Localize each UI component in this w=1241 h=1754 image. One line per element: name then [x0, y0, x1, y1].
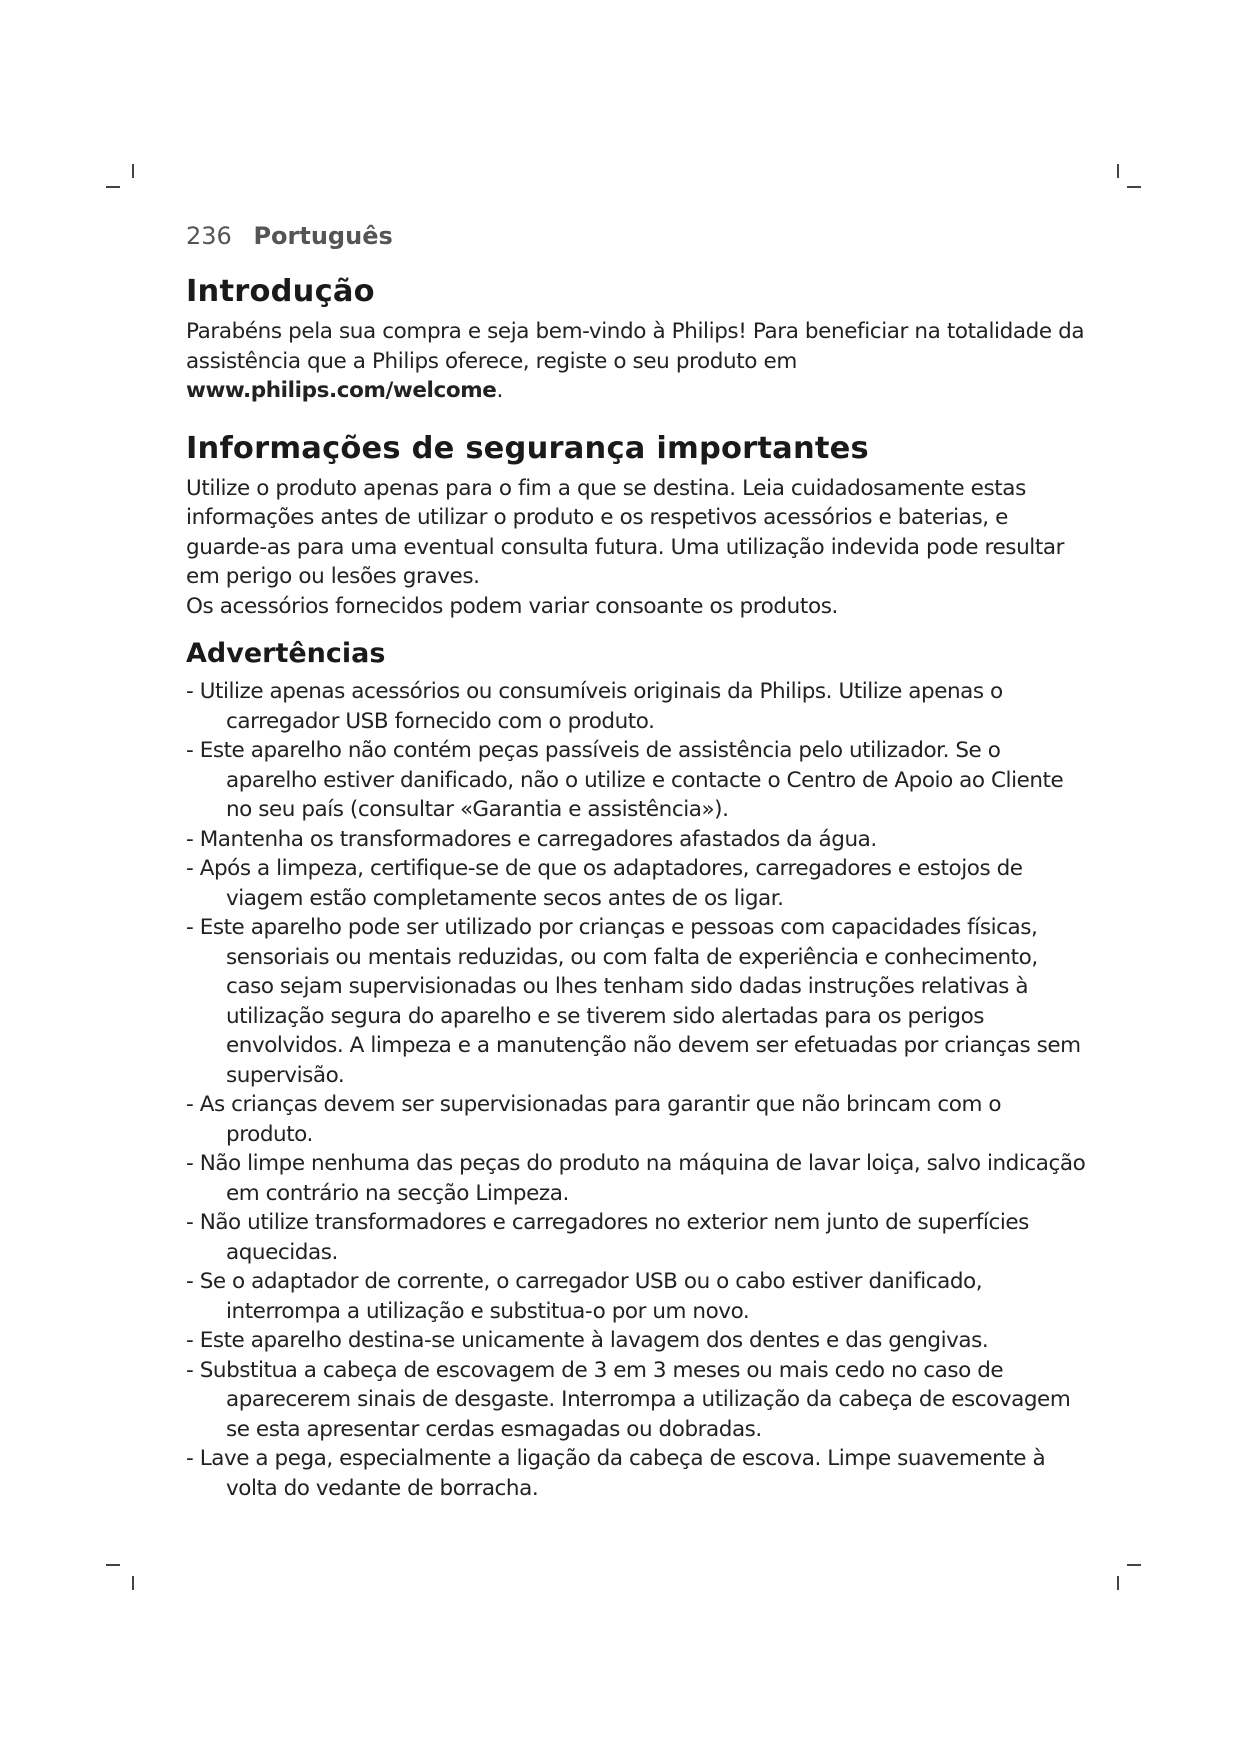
page-header	[186, 222, 1086, 250]
list-item: - Lave a pega, especialmente a ligação da cabeça de escova. Limpe suavemente à volta do vedante de borracha.	[186, 1446, 1046, 1501]
crop-mark-bottom-right-h	[1127, 1564, 1141, 1566]
list-item: - Substitua a cabeça de escovagem de 3 em 3 meses ou mais cedo no caso de aparecerem sinais de desgaste. Interrompa a utilização da cabeça de escovagem se esta apresentar cerdas esmagadas ou dobradas.	[186, 1357, 1071, 1442]
safety-heading: Informações de segurança importantes	[186, 430, 869, 466]
warnings-list	[186, 677, 1086, 1503]
safety-section	[186, 429, 1086, 622]
crop-mark-top-left-v	[132, 164, 134, 178]
crop-mark-bottom-left-v	[132, 1576, 134, 1590]
list-item: - Não utilize transformadores e carregadores no exterior nem junto de superfícies aquecidas.	[186, 1210, 1029, 1265]
welcome-link[interactable]: www.philips.com/welcome	[186, 378, 497, 403]
list-item: - Este aparelho pode ser utilizado por crianças e pessoas com capacidades físicas, sensoriais ou mentais reduzidas, ou com falta de experiência e conhecimento, caso sejam supervisionadas ou lhes tenham sido dadas instruções relativas à utilização segura do aparelho e se tiverem sido alertadas para os perigos envolvidos. A limpeza e a manutenção não devem ser efetuadas por crianças sem supervisão.	[186, 915, 1081, 1088]
list-item: - Utilize apenas acessórios ou consumíveis originais da Philips. Utilize apenas o carregador USB fornecido com o produto.	[186, 679, 1003, 734]
crop-mark-top-right-h	[1127, 186, 1141, 188]
list-item: - Este aparelho não contém peças passíveis de assistência pelo utilizador. Se o aparelho estiver danificado, não o utilize e contacte o Centro de Apoio ao Cliente no seu país (consultar «Garantia e assistência»).	[186, 738, 1064, 822]
list-item: - Mantenha os transformadores e carregadores afastados da água.	[186, 826, 877, 852]
warnings-section	[186, 635, 1086, 1503]
warnings-heading: Advertências	[186, 638, 386, 669]
crop-mark-top-right-v	[1117, 164, 1119, 178]
crop-mark-bottom-left-h	[106, 1564, 120, 1566]
page-content	[186, 222, 1086, 1503]
page-number: 236	[186, 222, 232, 250]
list-item: - Não limpe nenhuma das peças do produto na máquina de lavar loiça, salvo indicação em contrário na secção Limpeza.	[186, 1151, 1086, 1206]
intro-section	[186, 272, 1086, 406]
list-item: - Este aparelho destina-se unicamente à lavagem dos dentes e das gengivas.	[186, 1328, 989, 1353]
list-item: - Se o adaptador de corrente, o carregador USB ou o cabo estiver danificado, interrompa a utilização e substitua-o por um novo.	[186, 1269, 983, 1324]
intro-heading: Introdução	[186, 274, 375, 309]
list-item: - As crianças devem ser supervisionadas para garantir que não brincam com o produto.	[186, 1092, 1002, 1147]
language-label: Português	[253, 222, 393, 250]
crop-mark-bottom-right-v	[1117, 1576, 1119, 1590]
intro-text: Parabéns pela sua compra e seja bem-vindo à Philips! Para beneficiar na totalidade da assistência que a Philips oferece, registe o seu produto em	[186, 319, 1085, 374]
safety-paragraph-2: Os acessórios fornecidos podem variar consoante os produtos.	[186, 593, 838, 619]
intro-text-end: .	[496, 378, 503, 403]
list-item: - Após a limpeza, certifique-se de que os adaptadores, carregadores e estojos de viagem estão completamente secos antes de os ligar.	[186, 856, 1023, 911]
intro-paragraph	[186, 317, 1086, 406]
crop-mark-top-left-h	[106, 186, 120, 188]
safety-paragraph-1: Utilize o produto apenas para o fim a que se destina. Leia cuidadosamente estas informações antes de utilizar o produto e os respetivos acessórios e baterias, e guarde-as para uma eventual consulta futura. Uma utilização indevida pode resultar em perigo ou lesões graves.	[186, 475, 1065, 589]
